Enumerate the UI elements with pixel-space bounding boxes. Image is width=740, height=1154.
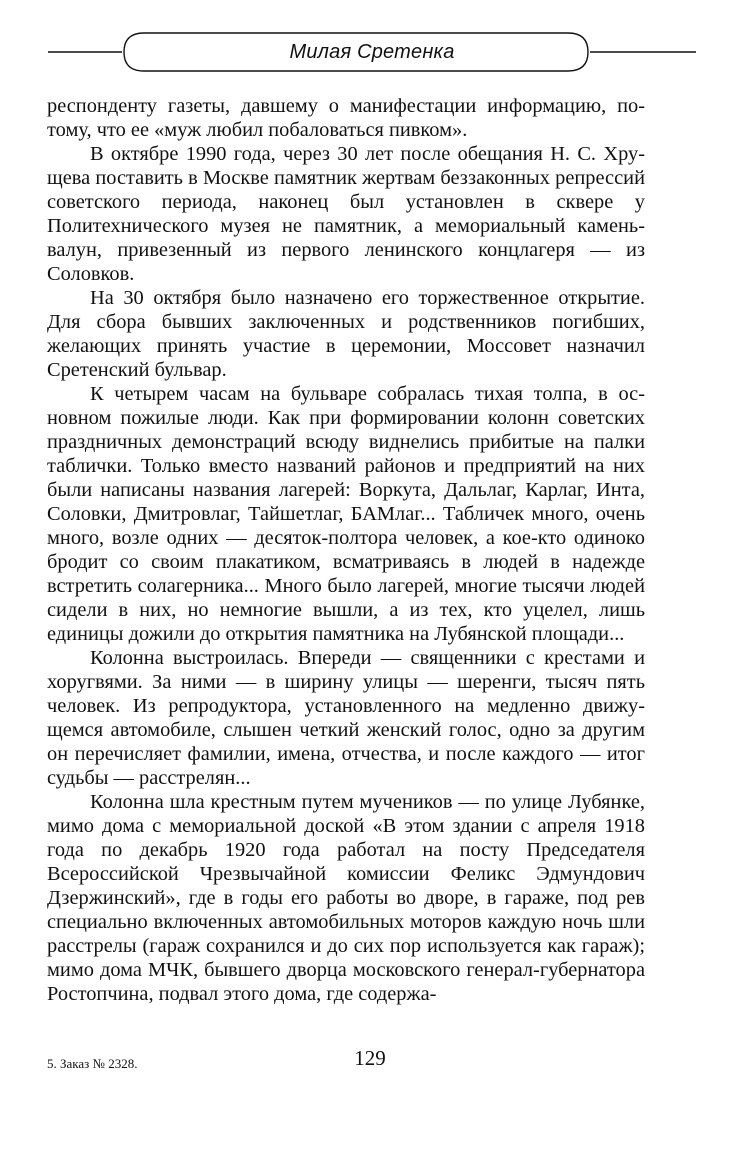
signature-code: 5. Заказ № 2328. [47, 1056, 138, 1071]
page-body [47, 94, 645, 1006]
paragraph: На 30 октября было назначено его торжественное открытие. Для сбора бывших заключенных и родственников погибших, желающих принять участие в церемонии, Моссовет назначил Сретенский бульвар. [47, 287, 645, 381]
paragraph: К четырем часам на бульваре собралась тихая толпа, в основном пожилые люди. Как при формировании колонн советских праздничных демонстраций всюду виднелись прибитые на палки таблички. Только вместо названий районов и предприятий на них были написаны названия лагерей: Воркута, Дальлаг, Карлаг, Инта, Соловки, Дмитровлаг, Тайшетлаг, БАМлаг... Табличек много, очень много, возле одних — десяток-полтора человек, а кое-кто одиноко бродит со своим плакатиком, всматриваясь в людей в надежде встретить солагерника... Много было лагерей, многие тысячи людей сидели в них, но немногие вышли, а из тех, кто уцелел, лишь единицы дожили до открытия памятника на Лубянской площади... [47, 383, 645, 645]
paragraph: Колонна шла крестным путем мучеников — по улице Лубянке, мимо дома с мемориальной доской «В этом здании с апреля 1918 года по декабрь 1920 года работал на посту Председателя Всероссийской Чрезвычайной комиссии Феликс Эдмундович Дзержинский», где в годы его работы во дворе, в гараже, под рев специально включенных автомобильных моторов каждую ночь шли расстрелы (гараж сохранился и до сих пор используется как гараж); мимо дома МЧК, бывшего дворца московского генерал-губернатора Ростопчина, подвал этого дома, где содержа- [47, 791, 645, 1005]
paragraph: В октябре 1990 года, через 30 лет после обещания Н. С. Хрущева поставить в Москве памятник жертвам беззаконных репрессий советского периода, наконец был установлен в сквере у Политехнического музея не памятник, а мемориальный камень-валун, привезенный из первого ленинского концлагеря — из Соловков. [47, 143, 645, 285]
paragraph: Колонна выстроилась. Впереди — священники с крестами и хоругвями. За ними — в ширину улицы — шеренги, тысяч пять человек. Из репродуктора, установленного на медленно движущемся автомобиле, слышен четкий женский голос, одно за другим он перечисляет фамилии, имена, отчества, и после каждого — итог судьбы — расстрелян... [47, 647, 645, 789]
paragraph: респонденту газеты, давшему о манифестации информацию, потому, что ее «муж любил побаловаться пивком». [47, 95, 645, 141]
running-title: Милая Сретенка [289, 41, 455, 63]
running-header [48, 30, 696, 74]
page-number: 129 [354, 1046, 386, 1070]
